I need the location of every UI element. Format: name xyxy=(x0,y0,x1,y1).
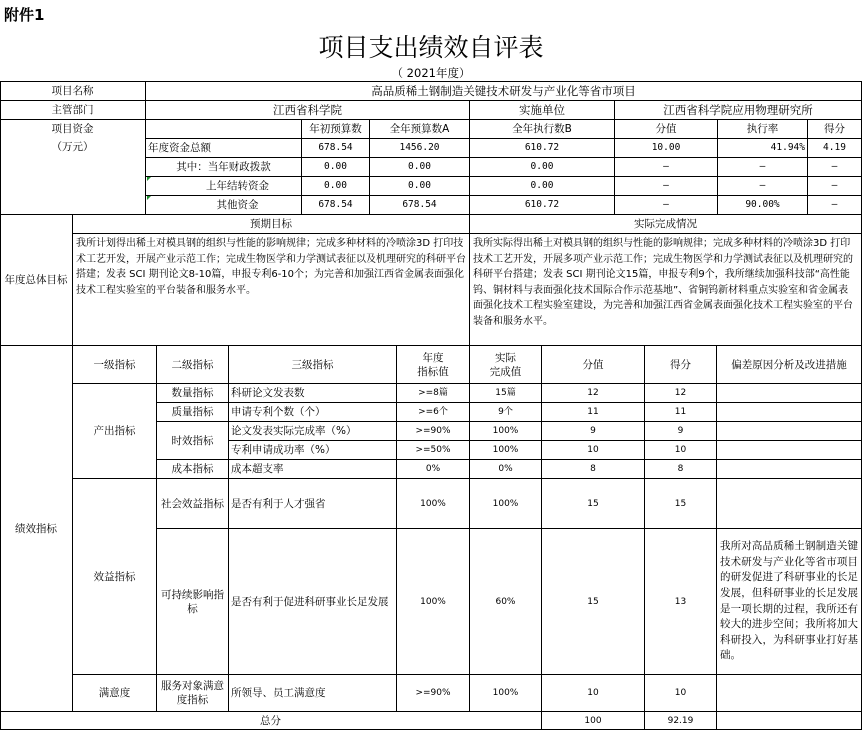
fiscal-year: （ 2021年度） xyxy=(391,66,471,80)
indicator-got: 12 xyxy=(645,384,717,403)
fund-row-initial: 678.54 xyxy=(302,139,370,158)
funds-header-score: 分值 xyxy=(615,120,718,139)
fund-row-rate: — xyxy=(718,177,808,196)
fund-row-annual: 1456.20 xyxy=(370,139,470,158)
perf-header-l3: 三级指标 xyxy=(229,346,397,384)
fund-row-got: 4.19 xyxy=(808,139,862,158)
actual-header: 实际完成情况 xyxy=(470,215,862,234)
unit-label: 实施单位 xyxy=(470,101,615,120)
funds-label-cell xyxy=(0,120,146,215)
perf-header-target: 年度 指标值 xyxy=(397,346,470,384)
l2-quantity: 数量指标 xyxy=(157,384,229,403)
fund-row-label: 其中：当年财政拨款 xyxy=(146,158,302,177)
indicator-target: >=90% xyxy=(397,422,470,441)
expected-header: 预期目标 xyxy=(73,215,470,234)
actual-goal-text: 我所实际得出稀土对模具钢的组织与性能的影响规律；完成多种材料的冷喷涂3D 打印技术工艺开发，开展多项产业示范工作；完成生物医学和力学测试表征以及机理研究的科研平台搭建；发表 SCI 期刊论文15篇，申报专利9个，我所继续加强科技部“高性能钨、铜材料与表面强化技术国际合作示范基地”、省铜钨新材料重点实验室和省金属表面强化技术工程实验室建设，为完善和加强江西省金属表面强化技术工程实验室的平台装备和服务水平。 xyxy=(470,234,862,346)
fund-row-score: — xyxy=(615,196,718,215)
indicator-actual: 60% xyxy=(470,529,542,675)
funds-header-annual: 全年预算数A xyxy=(370,120,470,139)
indicator-target: >=90% xyxy=(397,675,470,712)
fund-row-score: — xyxy=(615,177,718,196)
indicator-reason xyxy=(717,422,862,441)
goals-label: 年度总体目标 xyxy=(0,215,73,346)
funds-label: 项目资金 xyxy=(51,123,94,135)
fund-row-annual: 0.00 xyxy=(370,158,470,177)
fund-row-rate: 41.94% xyxy=(718,139,808,158)
indicator-reason xyxy=(717,403,862,422)
indicator-actual: 100% xyxy=(470,441,542,460)
indicator-got: 9 xyxy=(645,422,717,441)
total-score: 100 xyxy=(542,712,645,730)
indicator-target: >=50% xyxy=(397,441,470,460)
perf-header-score: 分值 xyxy=(542,346,645,384)
l2-sustainable: 可持续影响指标 xyxy=(157,529,229,675)
fund-row-executed: 0.00 xyxy=(470,177,615,196)
funds-header-rate: 执行率 xyxy=(718,120,808,139)
project-name-label: 项目名称 xyxy=(0,82,146,101)
dept-value: 江西省科学院 xyxy=(146,101,470,120)
fund-row-score: — xyxy=(615,158,718,177)
group-satisfaction: 满意度 xyxy=(73,675,157,712)
indicator-score: 8 xyxy=(542,460,645,479)
funds-header-blank xyxy=(146,120,302,139)
indicator-got: 8 xyxy=(645,460,717,479)
indicator-name: 是否有利于促进科研事业长足发展 xyxy=(229,529,397,675)
l2-satisfaction: 服务对象满意度指标 xyxy=(157,675,229,712)
cell-comment-marker xyxy=(147,196,151,200)
perf-header-actual: 实际 完成值 xyxy=(470,346,542,384)
perf-label: 绩效指标 xyxy=(0,346,73,712)
fund-row-rate: 90.00% xyxy=(718,196,808,215)
perf-header-l2: 二级指标 xyxy=(157,346,229,384)
indicator-actual: 9个 xyxy=(470,403,542,422)
indicator-reason xyxy=(717,441,862,460)
fund-row-initial: 0.00 xyxy=(302,177,370,196)
indicator-score: 11 xyxy=(542,403,645,422)
indicator-score: 9 xyxy=(542,422,645,441)
indicator-target: >=8篇 xyxy=(397,384,470,403)
perf-header-l1: 一级指标 xyxy=(73,346,157,384)
indicator-target: >=6个 xyxy=(397,403,470,422)
indicator-reason xyxy=(717,479,862,529)
indicator-got: 13 xyxy=(645,529,717,675)
total-label: 总分 xyxy=(0,712,542,730)
fund-row-got: — xyxy=(808,177,862,196)
attachment-label: 附件1 xyxy=(4,6,45,24)
indicator-name: 科研论文发表数 xyxy=(229,384,397,403)
indicator-actual: 100% xyxy=(470,422,542,441)
fund-row-score: 10.00 xyxy=(615,139,718,158)
perf-header-reason: 偏差原因分析及改进措施 xyxy=(717,346,862,384)
group-benefit: 效益指标 xyxy=(73,479,157,675)
indicator-name: 专利申请成功率（%） xyxy=(229,441,397,460)
l2-cost: 成本指标 xyxy=(157,460,229,479)
unit-value: 江西省科学院应用物理研究所 xyxy=(615,101,862,120)
indicator-score: 10 xyxy=(542,675,645,712)
funds-header-got: 得分 xyxy=(808,120,862,139)
l2-timeliness: 时效指标 xyxy=(157,422,229,460)
indicator-name: 论文发表实际完成率（%） xyxy=(229,422,397,441)
indicator-got: 11 xyxy=(645,403,717,422)
indicator-target: 0% xyxy=(397,460,470,479)
fund-row-annual: 678.54 xyxy=(370,196,470,215)
fund-row-label: 上年结转资金 xyxy=(146,177,302,196)
indicator-name: 申请专利个数（个） xyxy=(229,403,397,422)
indicator-got: 10 xyxy=(645,441,717,460)
group-output: 产出指标 xyxy=(73,384,157,479)
fund-row-executed: 0.00 xyxy=(470,158,615,177)
fund-row-initial: 678.54 xyxy=(302,196,370,215)
fund-row-label: 年度资金总额 xyxy=(146,139,302,158)
funds-header-initial: 年初预算数 xyxy=(302,120,370,139)
perf-header-got: 得分 xyxy=(645,346,717,384)
indicator-actual: 100% xyxy=(470,675,542,712)
indicator-reason: 我所对高品质稀土钢制造关键技术研发与产业化等省市项目的研发促进了科研事业的长足发展，但科研事业的长足发展是一项长期的过程，我所还有较大的进步空间；我所将加大科研投入，为科研事业打好基础。 xyxy=(717,529,862,675)
indicator-reason xyxy=(717,384,862,403)
indicator-reason xyxy=(717,460,862,479)
l2-social-benefit: 社会效益指标 xyxy=(157,479,229,529)
dept-label: 主管部门 xyxy=(0,101,146,120)
page-title: 项目支出绩效自评表 xyxy=(318,33,544,62)
expected-goal-text: 我所计划得出稀土对模具钢的组织与性能的影响规律；完成多种材料的冷喷涂3D 打印技术工艺开发，开展产业示范工作；完成生物医学和力学测试表征以及机理研究的科研平台搭建；发表 SCI 期刊论文8-10篇，申报专利6-10个；为完善和加强江西省金属表面强化技术工程实验室的平台装备和服务水平。 xyxy=(73,234,470,346)
indicator-reason xyxy=(717,675,862,712)
indicator-score: 10 xyxy=(542,441,645,460)
indicator-name: 是否有利于人才强省 xyxy=(229,479,397,529)
fund-row-label: 其他资金 xyxy=(146,196,302,215)
fund-row-initial: 0.00 xyxy=(302,158,370,177)
cell-comment-marker xyxy=(147,177,151,181)
project-name: 高品质稀土钢制造关键技术研发与产业化等省市项目 xyxy=(146,82,862,101)
indicator-target: 100% xyxy=(397,529,470,675)
indicator-actual: 15篇 xyxy=(470,384,542,403)
indicator-name: 所领导、员工满意度 xyxy=(229,675,397,712)
indicator-score: 15 xyxy=(542,529,645,675)
indicator-got: 10 xyxy=(645,675,717,712)
indicator-score: 15 xyxy=(542,479,645,529)
funds-header-executed: 全年执行数B xyxy=(470,120,615,139)
indicator-target: 100% xyxy=(397,479,470,529)
indicator-score: 12 xyxy=(542,384,645,403)
fund-row-executed: 610.72 xyxy=(470,196,615,215)
funds-unit: （万元） xyxy=(51,141,94,153)
fund-row-annual: 0.00 xyxy=(370,177,470,196)
indicator-got: 15 xyxy=(645,479,717,529)
fund-row-executed: 610.72 xyxy=(470,139,615,158)
total-got: 92.19 xyxy=(645,712,717,730)
indicator-actual: 0% xyxy=(470,460,542,479)
total-reason xyxy=(717,712,862,730)
fund-row-got: — xyxy=(808,196,862,215)
indicator-name: 成本超支率 xyxy=(229,460,397,479)
indicator-actual: 100% xyxy=(470,479,542,529)
fund-row-got: — xyxy=(808,158,862,177)
fund-row-rate: — xyxy=(718,158,808,177)
l2-quality: 质量指标 xyxy=(157,403,229,422)
